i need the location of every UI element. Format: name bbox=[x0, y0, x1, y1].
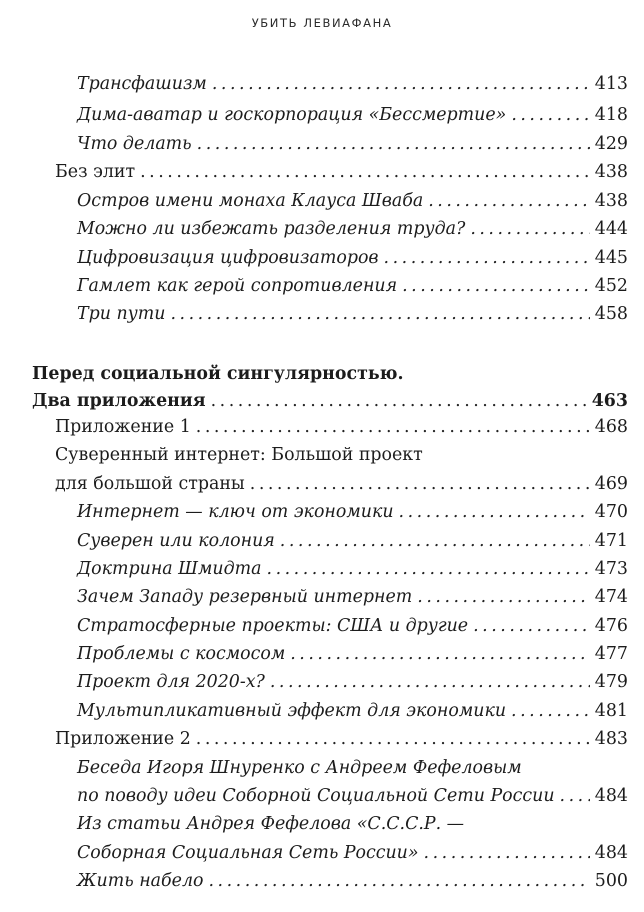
toc-entry-page: 468 bbox=[594, 417, 628, 437]
toc-dot-leader bbox=[511, 697, 590, 725]
toc-entry-page: 479 bbox=[594, 672, 628, 692]
toc-entry-page: 444 bbox=[594, 219, 628, 239]
toc-entry-title: Проект для 2020-х? bbox=[77, 672, 265, 692]
toc-entry-title: Интернет — ключ от экономики bbox=[77, 502, 394, 522]
toc-entry-title: Беседа Игоря Шнуренко с Андреем Фефеловым bbox=[77, 758, 522, 778]
toc-entry bbox=[0, 725, 644, 753]
toc-entry bbox=[0, 244, 644, 272]
toc-dot-leader bbox=[473, 612, 590, 640]
toc-dot-leader bbox=[428, 187, 590, 215]
toc-section-heading bbox=[0, 387, 644, 415]
toc-entry-title: Три пути bbox=[77, 304, 166, 324]
toc-entry-title: Зачем Западу резервный интернет bbox=[77, 587, 413, 607]
toc-dot-leader bbox=[270, 668, 590, 696]
toc-entry-page: 445 bbox=[594, 248, 628, 268]
toc-entry-page: 413 bbox=[594, 74, 628, 94]
toc-dot-leader bbox=[267, 555, 590, 583]
toc-dot-leader bbox=[197, 130, 590, 158]
toc-entry-title: Можно ли избежать разделения труда? bbox=[77, 219, 466, 239]
toc-entry-page: 438 bbox=[594, 191, 628, 211]
toc-entry-page: 458 bbox=[594, 304, 628, 324]
toc-entry-title: для большой страны bbox=[55, 474, 245, 494]
toc-entry-title: Суверенный интернет: Большой проект bbox=[55, 445, 423, 465]
toc-dot-leader bbox=[209, 867, 590, 895]
toc-dot-leader bbox=[211, 387, 587, 415]
toc-entry-title: Суверен или колония bbox=[77, 531, 275, 551]
toc-entry-page: 481 bbox=[594, 701, 628, 721]
toc-dot-leader bbox=[402, 272, 590, 300]
toc-dot-leader bbox=[384, 244, 590, 272]
running-head: УБИТЬ ЛЕВИАФАНА bbox=[251, 16, 393, 30]
toc-entry-page: 463 bbox=[591, 391, 628, 411]
toc-entry bbox=[0, 498, 644, 526]
toc-dot-leader bbox=[250, 470, 590, 498]
toc-entry bbox=[0, 668, 644, 696]
toc-entry-title: Проблемы с космосом bbox=[77, 644, 286, 664]
toc-entry-page: 473 bbox=[594, 559, 628, 579]
toc-entry-title: Что делать bbox=[77, 134, 192, 154]
toc-entry-title: Мультипликативный эффект для экономики bbox=[77, 701, 507, 721]
toc-entry-title: по поводу идеи Соборной Социальной Сети России bbox=[77, 786, 555, 806]
toc-entry-title: Дима-аватар и госкорпорация «Бессмертие» bbox=[77, 105, 507, 125]
toc-dot-leader bbox=[424, 839, 590, 867]
toc-entry bbox=[0, 810, 644, 838]
toc-entry bbox=[0, 839, 644, 867]
toc-dot-leader bbox=[470, 215, 589, 243]
toc-dot-leader bbox=[290, 640, 590, 668]
toc-dot-leader bbox=[212, 70, 590, 98]
toc-entry bbox=[0, 555, 644, 583]
toc-entry bbox=[0, 527, 644, 555]
toc-entry-page: 429 bbox=[594, 134, 628, 154]
toc-entry bbox=[0, 867, 644, 895]
toc-entry bbox=[0, 612, 644, 640]
toc-entry-title: Без элит bbox=[55, 162, 136, 182]
toc-dot-leader bbox=[170, 300, 589, 328]
toc-entry-title: Приложение 1 bbox=[55, 417, 191, 437]
toc-entry-page: 484 bbox=[594, 843, 628, 863]
toc-entry-page: 438 bbox=[594, 162, 628, 182]
toc-dot-leader bbox=[140, 158, 590, 186]
toc-entry bbox=[0, 130, 644, 158]
toc-entry bbox=[0, 413, 644, 441]
toc-section-heading bbox=[0, 360, 644, 388]
toc-entry-page: 471 bbox=[594, 531, 628, 551]
toc-entry-page: 474 bbox=[594, 587, 628, 607]
toc-entry bbox=[0, 158, 644, 186]
toc-entry-title: Из статьи Андрея Фефелова «С.С.С.Р. — bbox=[77, 814, 465, 834]
toc-entry-page: 483 bbox=[594, 729, 628, 749]
toc-entry-title: Соборная Социальная Сеть России» bbox=[77, 843, 419, 863]
toc-entry-title: Перед социальной сингулярностью. bbox=[32, 364, 404, 384]
toc-entry-page: 469 bbox=[594, 474, 628, 494]
toc-entry-title: Остров имени монаха Клауса Шваба bbox=[77, 191, 424, 211]
toc-entry bbox=[0, 782, 644, 810]
toc-dot-leader bbox=[196, 413, 590, 441]
toc-entry bbox=[0, 215, 644, 243]
toc-entry-title: Цифровизация цифровизаторов bbox=[77, 248, 379, 268]
toc-entry-title: Стратосферные проекты: США и другие bbox=[77, 616, 469, 636]
toc-dot-leader bbox=[511, 101, 589, 129]
toc-entry bbox=[0, 300, 644, 328]
toc-entry-page: 452 bbox=[594, 276, 628, 296]
toc-entry-page: 500 bbox=[594, 871, 628, 891]
toc-entry bbox=[0, 272, 644, 300]
toc-dot-leader bbox=[196, 725, 590, 753]
toc-dot-leader bbox=[560, 782, 590, 810]
toc-entry bbox=[0, 583, 644, 611]
toc-entry bbox=[0, 70, 644, 98]
toc-entry-title: Приложение 2 bbox=[55, 729, 191, 749]
toc-entry-title: Гамлет как герой сопротивления bbox=[77, 276, 398, 296]
toc-entry-title: Доктрина Шмидта bbox=[77, 559, 262, 579]
toc-entry bbox=[0, 441, 644, 469]
toc-entry bbox=[0, 754, 644, 782]
toc-entry-page: 477 bbox=[594, 644, 628, 664]
toc-entry-page: 418 bbox=[594, 105, 628, 125]
toc-entry-title: Трансфашизм bbox=[77, 74, 207, 94]
toc-dot-leader bbox=[417, 583, 590, 611]
toc-entry-page: 484 bbox=[594, 786, 628, 806]
toc-entry-title: Два приложения bbox=[32, 391, 206, 411]
toc-entry-page: 476 bbox=[594, 616, 628, 636]
toc-entry bbox=[0, 470, 644, 498]
toc-dot-leader bbox=[280, 527, 590, 555]
toc-dot-leader bbox=[399, 498, 590, 526]
toc-entry-title: Жить набело bbox=[77, 871, 204, 891]
toc-entry bbox=[0, 101, 644, 129]
toc-entry-page: 470 bbox=[594, 502, 628, 522]
toc-entry bbox=[0, 187, 644, 215]
toc-entry bbox=[0, 697, 644, 725]
toc-entry bbox=[0, 640, 644, 668]
